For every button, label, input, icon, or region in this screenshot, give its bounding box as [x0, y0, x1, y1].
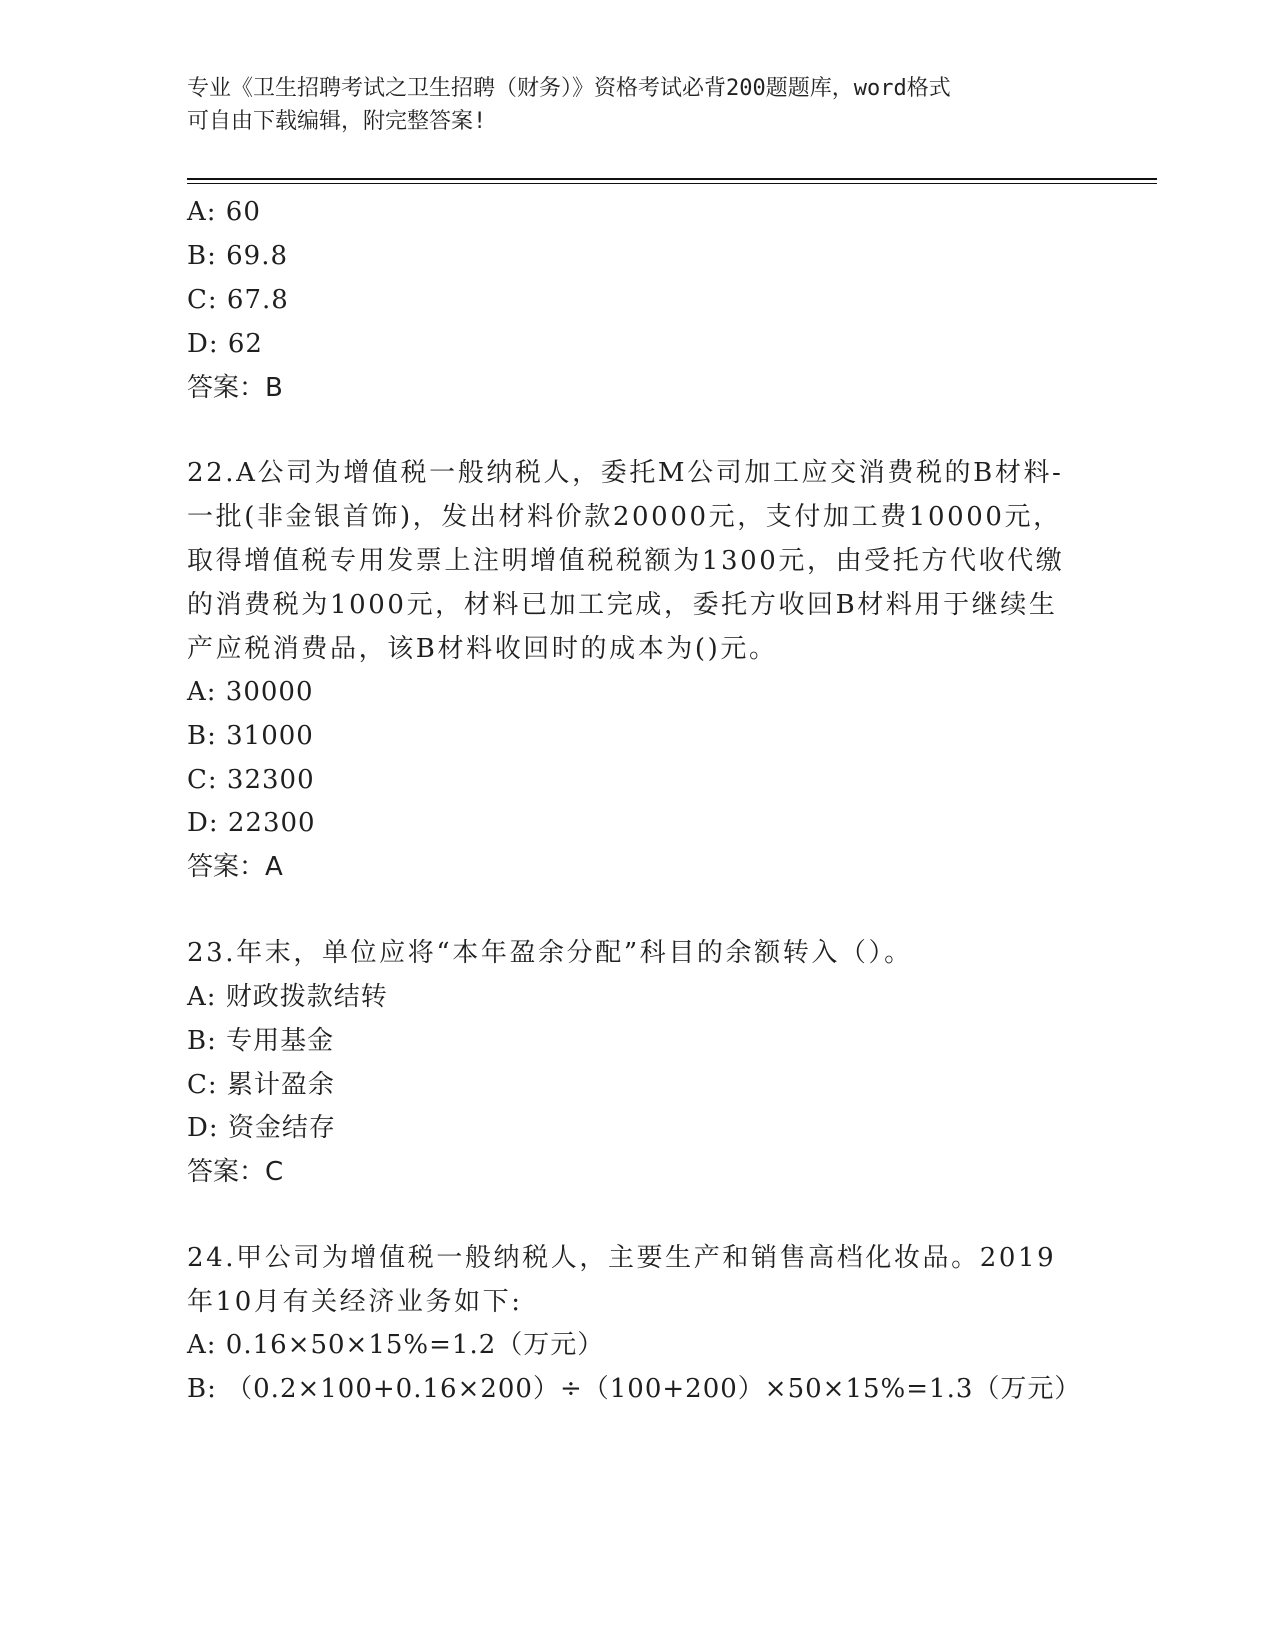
q24-option-b: B: （0.2×100+0.16×200）÷（100+200）×50×15%=1.3（万元） [187, 1374, 1082, 1404]
q22-question-line-1: 22.A公司为增值税一般纳税人，委托M公司加工应交消费税的B材料- [187, 458, 1064, 488]
q22-answer: 答案：A [187, 852, 283, 882]
header-divider-thick [187, 178, 1157, 180]
q22-question-line-5: 产应税消费品，该B材料收回时的成本为()元。 [187, 634, 778, 664]
q23-answer: 答案：C [187, 1157, 284, 1187]
q23-option-d: D: 资金结存 [187, 1113, 336, 1143]
q21-option-a: A: 60 [187, 197, 261, 227]
q22-question-line-3: 取得增值税专用发票上注明增值税税额为1300元，由受托方代收代缴 [187, 546, 1065, 576]
q23-question: 23.年末，单位应将“本年盈余分配”科目的余额转入（）。 [187, 938, 913, 968]
q22-option-d: D: 22300 [187, 808, 316, 838]
q23-option-b: B: 专用基金 [187, 1026, 335, 1056]
q21-answer: 答案：B [187, 373, 283, 403]
q21-option-b: B: 69.8 [187, 241, 289, 271]
header-divider-thin [187, 183, 1157, 184]
q23-option-a: A: 财政拨款结转 [187, 982, 388, 1012]
q22-question-line-4: 的消费税为1000元，材料已加工完成，委托方收回B材料用于继续生 [187, 590, 1058, 620]
header-line-2: 可自由下载编辑，附完整答案! [187, 109, 487, 134]
q21-option-d: D: 62 [187, 329, 263, 359]
q21-option-c: C: 67.8 [187, 285, 289, 315]
q22-option-b: B: 31000 [187, 721, 314, 751]
q22-option-c: C: 32300 [187, 765, 315, 795]
q23-option-c: C: 累计盈余 [187, 1070, 335, 1100]
q22-question-line-2: 一批(非金银首饰)，发出材料价款20000元，支付加工费10000元， [187, 502, 1062, 532]
document-header [187, 72, 1067, 138]
q22-option-a: A: 30000 [187, 677, 314, 707]
q24-question-line-2: 年10月有关经济业务如下: [187, 1287, 523, 1317]
q24-option-a: A: 0.16×50×15%=1.2（万元） [187, 1330, 605, 1360]
q24-question-line-1: 24.甲公司为增值税一般纳税人，主要生产和销售高档化妆品。2019 [187, 1243, 1057, 1273]
header-line-1: 专业《卫生招聘考试之卫生招聘（财务）》资格考试必背200题题库，word格式 [187, 76, 951, 101]
